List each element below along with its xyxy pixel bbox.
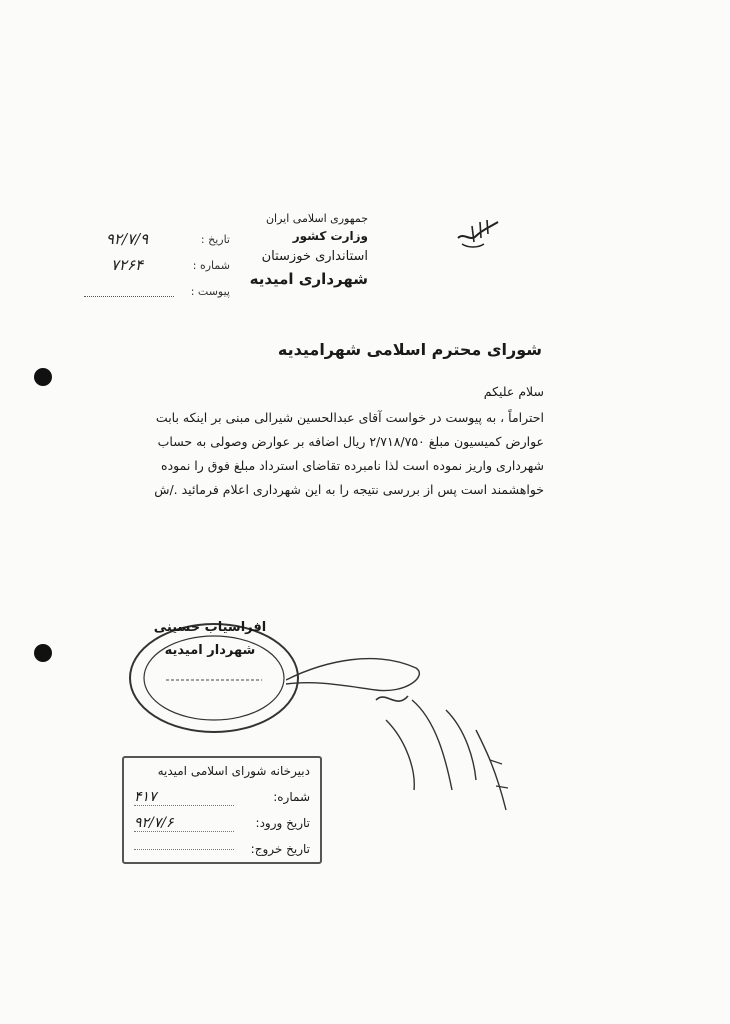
letterhead-country: جمهوری اسلامی ایران bbox=[265, 212, 368, 225]
meta-date-label: تاریخ : bbox=[200, 232, 230, 246]
letter-recipient: شورای محترم اسلامی شهرامیدیه bbox=[277, 340, 542, 359]
document-meta bbox=[80, 226, 230, 304]
registry-entry-row bbox=[134, 810, 310, 836]
letterhead bbox=[208, 212, 368, 288]
punch-hole-bottom bbox=[34, 644, 52, 662]
registry-entry-label: تاریخ ورود: bbox=[255, 816, 310, 830]
signature-block bbox=[130, 620, 290, 658]
registry-stamp bbox=[122, 756, 322, 864]
bismillah-calligraphy bbox=[454, 208, 502, 252]
registry-exit-row bbox=[134, 836, 310, 862]
letterhead-ministry: وزارت کشور bbox=[292, 229, 368, 243]
meta-number-label: شماره : bbox=[192, 258, 230, 272]
letter-body bbox=[144, 380, 544, 502]
registry-entry-value: ۹۲/۷/۶ bbox=[134, 815, 234, 832]
meta-date-row bbox=[80, 226, 230, 252]
registry-title: دبیرخانه شورای اسلامی امیدیه bbox=[157, 764, 310, 778]
meta-attachment-label: پیوست : bbox=[190, 284, 230, 298]
signer-title: شهردار امیدیه bbox=[164, 643, 256, 658]
meta-date-value: ۹۲/۷/۹ bbox=[105, 230, 149, 248]
letterhead-municipality: شهرداری امیدیه bbox=[249, 270, 368, 288]
meta-attachment-blank bbox=[84, 286, 174, 297]
handwritten-referral-note bbox=[356, 660, 536, 830]
letter-paragraph: احتراماً ، به پیوست در خواست آقای عبدالحسین شیرالی مبنی بر اینکه بابت عوارض کمیسیون مبلغ ۲/۷۱۸/۷۵۰ ریال اضافه بر عوارض وصولی به حساب شهرداری واریز نموده است لذا نامبرده تقاضای استرداد مبلغ فوق را نموده خواهشمند است پس از بررسی نتیجه را به این شهرداری اعلام فرمائید ./ش bbox=[154, 410, 544, 497]
meta-number-row bbox=[80, 252, 230, 278]
letterhead-governorate: استانداری خوزستان bbox=[261, 249, 368, 264]
meta-attachment-row bbox=[80, 278, 230, 304]
letter-salutation: سلام علیکم bbox=[483, 384, 544, 399]
registry-exit-value bbox=[134, 849, 234, 850]
registry-number-value: ۴۱۷ bbox=[134, 789, 234, 806]
signer-name: افراسیاب حسینی bbox=[153, 620, 267, 635]
registry-exit-label: تاریخ خروج: bbox=[250, 842, 310, 856]
registry-number-label: شماره: bbox=[273, 790, 310, 804]
punch-hole-top bbox=[34, 368, 52, 386]
meta-number-value: ۷۲۶۴ bbox=[110, 256, 144, 274]
registry-number-row bbox=[134, 784, 310, 810]
